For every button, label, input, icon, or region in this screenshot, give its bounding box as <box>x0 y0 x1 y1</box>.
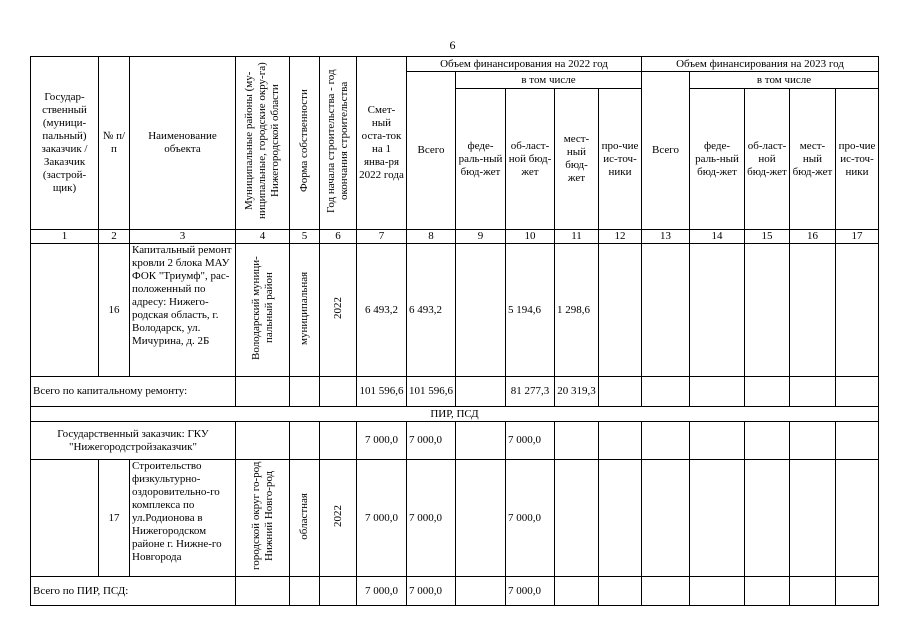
header-years-text: Год начала строительства - год окончания строительства <box>325 69 350 213</box>
object-name: Капитальный ремонт кровли 2 блока МАУ ФОК "Триумф", рас-положенный по адресу: Нижего-родская область, г. Володарск, ул. Мичурина, д. 2Б <box>130 244 236 377</box>
year-text: 2022 <box>331 297 344 319</box>
header-ownership-text: Форма собственности <box>298 89 310 193</box>
total-row <box>31 377 879 407</box>
col-number: 13 <box>642 230 690 244</box>
estimate-value: 7 000,0 <box>357 460 407 577</box>
col-number: 11 <box>555 230 599 244</box>
col-number: 3 <box>130 230 236 244</box>
local-2022-value: 20 319,3 <box>555 377 599 407</box>
header-total-2023: Всего <box>642 72 690 230</box>
year <box>320 460 357 577</box>
header-districts <box>236 57 290 230</box>
header-other-2022: про-чие ис-точ-ники <box>599 89 642 230</box>
total-2022-value: 101 596,6 <box>407 377 456 407</box>
regional-2022-value: 81 277,3 <box>506 377 555 407</box>
header-including-2022: в том числе <box>456 72 642 89</box>
section-row <box>31 407 879 422</box>
header-total-2022: Всего <box>407 72 456 230</box>
col-number: 12 <box>599 230 642 244</box>
header-local-2023: мест-ный бюд-жет <box>790 89 836 230</box>
row-number: 16 <box>99 244 130 377</box>
total-2022-value: 7 000,0 <box>407 422 456 460</box>
table-row <box>31 460 879 577</box>
header-federal-2023: феде-раль-ный бюд-жет <box>690 89 745 230</box>
regional-2022-value: 7 000,0 <box>506 577 555 606</box>
local-2022-value: 1 298,6 <box>555 244 599 377</box>
col-number: 2 <box>99 230 130 244</box>
regional-2022-value: 5 194,6 <box>506 244 555 377</box>
col-number: 4 <box>236 230 290 244</box>
customer-label: Государственный заказчик: ГКУ "Нижегородстройзаказчик" <box>31 422 236 460</box>
col-number: 5 <box>290 230 320 244</box>
total-pir-label: Всего по ПИР, ПСД: <box>31 577 236 606</box>
col-number: 9 <box>456 230 506 244</box>
customer-row <box>31 422 879 460</box>
year <box>320 244 357 377</box>
estimate-value: 7 000,0 <box>357 577 407 606</box>
regional-2022-value: 7 000,0 <box>506 422 555 460</box>
header-years <box>320 57 357 230</box>
page-number: 6 <box>449 38 456 52</box>
section-title: ПИР, ПСД <box>31 407 879 422</box>
col-number: 17 <box>836 230 879 244</box>
header-including-2023: в том числе <box>690 72 879 89</box>
col-number: 15 <box>745 230 790 244</box>
header-object-name: Наименование объекта <box>130 57 236 230</box>
col-number: 10 <box>506 230 555 244</box>
col-number: 6 <box>320 230 357 244</box>
header-num: № п/п <box>99 57 130 230</box>
header-ownership <box>290 57 320 230</box>
district <box>236 460 290 577</box>
total-2022-value: 7 000,0 <box>407 460 456 577</box>
header-districts-text: Муниципальные районы (му-ниципальные, городские окру-га) Нижегородской области <box>243 62 281 220</box>
table-row <box>31 244 879 377</box>
col-number: 1 <box>31 230 99 244</box>
ownership-text: областная <box>298 492 310 540</box>
row-number: 17 <box>99 460 130 577</box>
total-row <box>31 577 879 606</box>
col-number: 14 <box>690 230 745 244</box>
col-number: 7 <box>357 230 407 244</box>
year-text: 2022 <box>331 505 344 527</box>
estimate-value: 101 596,6 <box>357 377 407 407</box>
header-customer: Государ-ственный (муници-пальный) заказчик / Заказчик (застрой-щик) <box>31 57 99 230</box>
header-other-2023: про-чие ис-точ-ники <box>836 89 879 230</box>
header-fin-2023: Объем финансирования на 2023 год <box>642 57 879 72</box>
district-text: Володарский муници-пальный район <box>249 256 275 360</box>
ownership <box>290 460 320 577</box>
header-regional-2023: об-ласт-ной бюд-жет <box>745 89 790 230</box>
ownership-text: муниципальная <box>298 271 310 345</box>
district-text: городской округ го-род Нижний Новго-род <box>249 461 275 571</box>
object-name: Строительство физкультурно-оздоровительно-го комплекса по ул.Родионова в Нижегородском районе г. Нижне-го Новгорода <box>130 460 236 577</box>
col-number: 8 <box>407 230 456 244</box>
regional-2022-value: 7 000,0 <box>506 460 555 577</box>
header-fin-2022: Объем финансирования на 2022 год <box>407 57 642 72</box>
header-local-2022: мест-ный бюд-жет <box>555 89 599 230</box>
estimate-value: 7 000,0 <box>357 422 407 460</box>
col-number: 16 <box>790 230 836 244</box>
total-capital-label: Всего по капитальному ремонту: <box>31 377 236 407</box>
district <box>236 244 290 377</box>
column-numbers-row <box>31 230 879 244</box>
financing-table <box>30 56 879 606</box>
total-2022-value: 6 493,2 <box>407 244 456 377</box>
estimate-value: 6 493,2 <box>357 244 407 377</box>
ownership <box>290 244 320 377</box>
total-2022-value: 7 000,0 <box>407 577 456 606</box>
header-regional-2022: об-ласт-ной бюд-жет <box>506 89 555 230</box>
header-federal-2022: феде-раль-ный бюд-жет <box>456 89 506 230</box>
header-estimate: Смет-ный оста-ток на 1 янва-ря 2022 года <box>357 57 407 230</box>
